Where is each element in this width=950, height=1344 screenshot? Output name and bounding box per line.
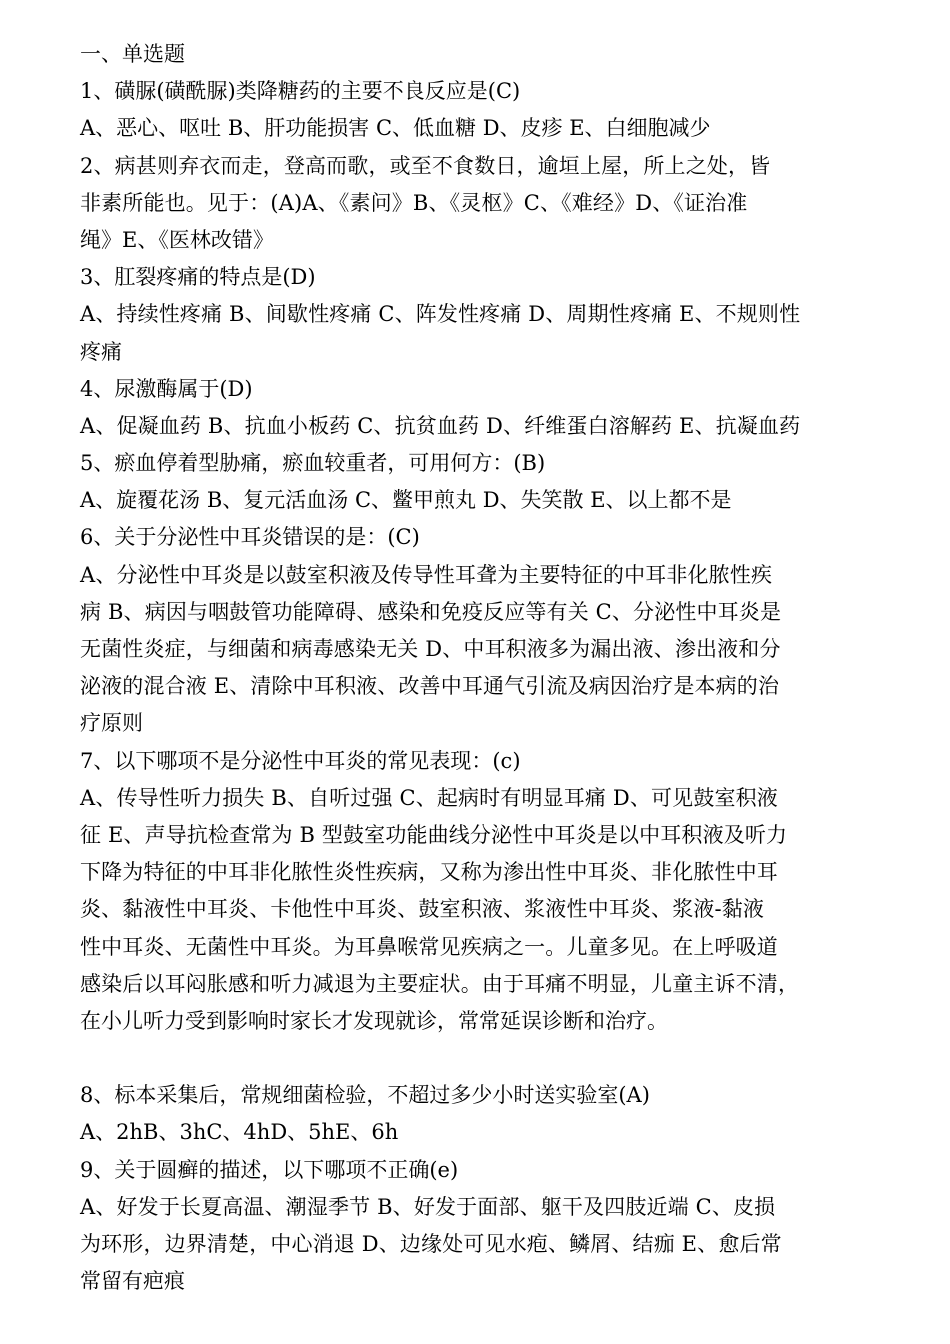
text-line: A、分泌性中耳炎是以鼓室积液及传导性耳聋为主要特征的中耳非化脓性疾 (80, 562, 773, 587)
text-line: 疗原则 (80, 711, 143, 736)
text-line: 7、以下哪项不是分泌性中耳炎的常见表现：(c) (80, 748, 521, 773)
text-line: 为环形，边界清楚，中心消退 D、边缘处可见水疱、鳞屑、结痂 E、愈后常 (80, 1232, 782, 1256)
text-line: 2、病甚则弃衣而走，登高而歌，或至不食数日，逾垣上屋，所上之处，皆 (80, 153, 771, 178)
text-line: 感染后以耳闷胀感和听力减退为主要症状。由于耳痛不明显，儿童主诉不清， (80, 971, 800, 996)
text-line: 泌液的混合液 E、清除中耳积液、改善中耳通气引流及病因治疗是本病的治 (80, 674, 780, 699)
text-line: 性中耳炎、无菌性中耳炎。为耳鼻喉常见疾病之一。儿童多见。在上呼吸道 (80, 934, 778, 959)
text-line: 6、关于分泌性中耳炎错误的是：(C) (80, 525, 420, 550)
text-line: 炎、黏液性中耳炎、卡他性中耳炎、鼓室积液、浆液性中耳炎、浆液-黏液 (80, 897, 765, 922)
text-line: 非素所能也。见于：(A)A、《素问》B、《灵枢》C、《难经》D、《证治准 (80, 190, 748, 215)
text-line: 4、尿激酶属于(D) (80, 376, 253, 401)
text-line: 无菌性炎症，与细菌和病毒感染无关 D、中耳积液多为漏出液、渗出液和分 (80, 637, 781, 661)
text-line: A、促凝血药 B、抗血小板药 C、抗贫血药 D、纤维蛋白溶解药 E、抗凝血药 (80, 413, 801, 438)
text-line: 1、磺脲(磺酰脲)类降糖药的主要不良反应是(C) (80, 79, 521, 104)
text-line: 9、关于圆癣的描述，以下哪项不正确(e) (80, 1157, 459, 1182)
text-line: 征 E、声导抗检查常为 B 型鼓室功能曲线分泌性中耳炎是以中耳积液及听力 (80, 822, 788, 847)
text-line: 在小儿听力受到影响时家长才发现就诊，常常延误诊断和治疗。 (80, 1008, 668, 1033)
text-line: 疼痛 (80, 339, 122, 364)
text-line: A、旋覆花汤 B、复元活血汤 C、鳖甲煎丸 D、失笑散 E、以上都不是 (80, 488, 732, 513)
text-line: 8、标本采集后，常规细菌检验，不超过多少小时送实验室(A) (80, 1083, 650, 1108)
text-line: A、持续性疼痛 B、间歇性疼痛 C、阵发性疼痛 D、周期性疼痛 E、不规则性 (80, 302, 801, 327)
section-heading: 一、单选题 (80, 42, 185, 66)
text-line: A、2hB、3hC、4hD、5hE、6h (80, 1120, 399, 1145)
text-line: 常留有疤痕 (80, 1269, 185, 1294)
text-line: 病 B、病因与咽鼓管功能障碍、感染和免疫反应等有关 C、分泌性中耳炎是 (80, 599, 782, 624)
text-line: A、传导性听力损失 B、自听过强 C、起病时有明显耳痛 D、可见鼓室积液 (80, 785, 778, 810)
text-line: 下降为特征的中耳非化脓性炎性疾病，又称为渗出性中耳炎、非化脓性中耳 (80, 860, 778, 885)
text-line: A、恶心、呕吐 B、肝功能损害 C、低血糖 D、皮疹 E、白细胞减少 (80, 116, 711, 141)
text-line: 3、肛裂疼痛的特点是(D) (80, 265, 316, 290)
text-line: 绳》E、《医林改错》 (80, 227, 274, 252)
text-line: A、好发于长夏高温、潮湿季节 B、好发于面部、躯干及四肢近端 C、皮损 (80, 1194, 776, 1219)
text-line: 5、瘀血停着型胁痛，瘀血较重者，可用何方：(B) (80, 451, 546, 476)
paragraph-gap (80, 1040, 870, 1077)
